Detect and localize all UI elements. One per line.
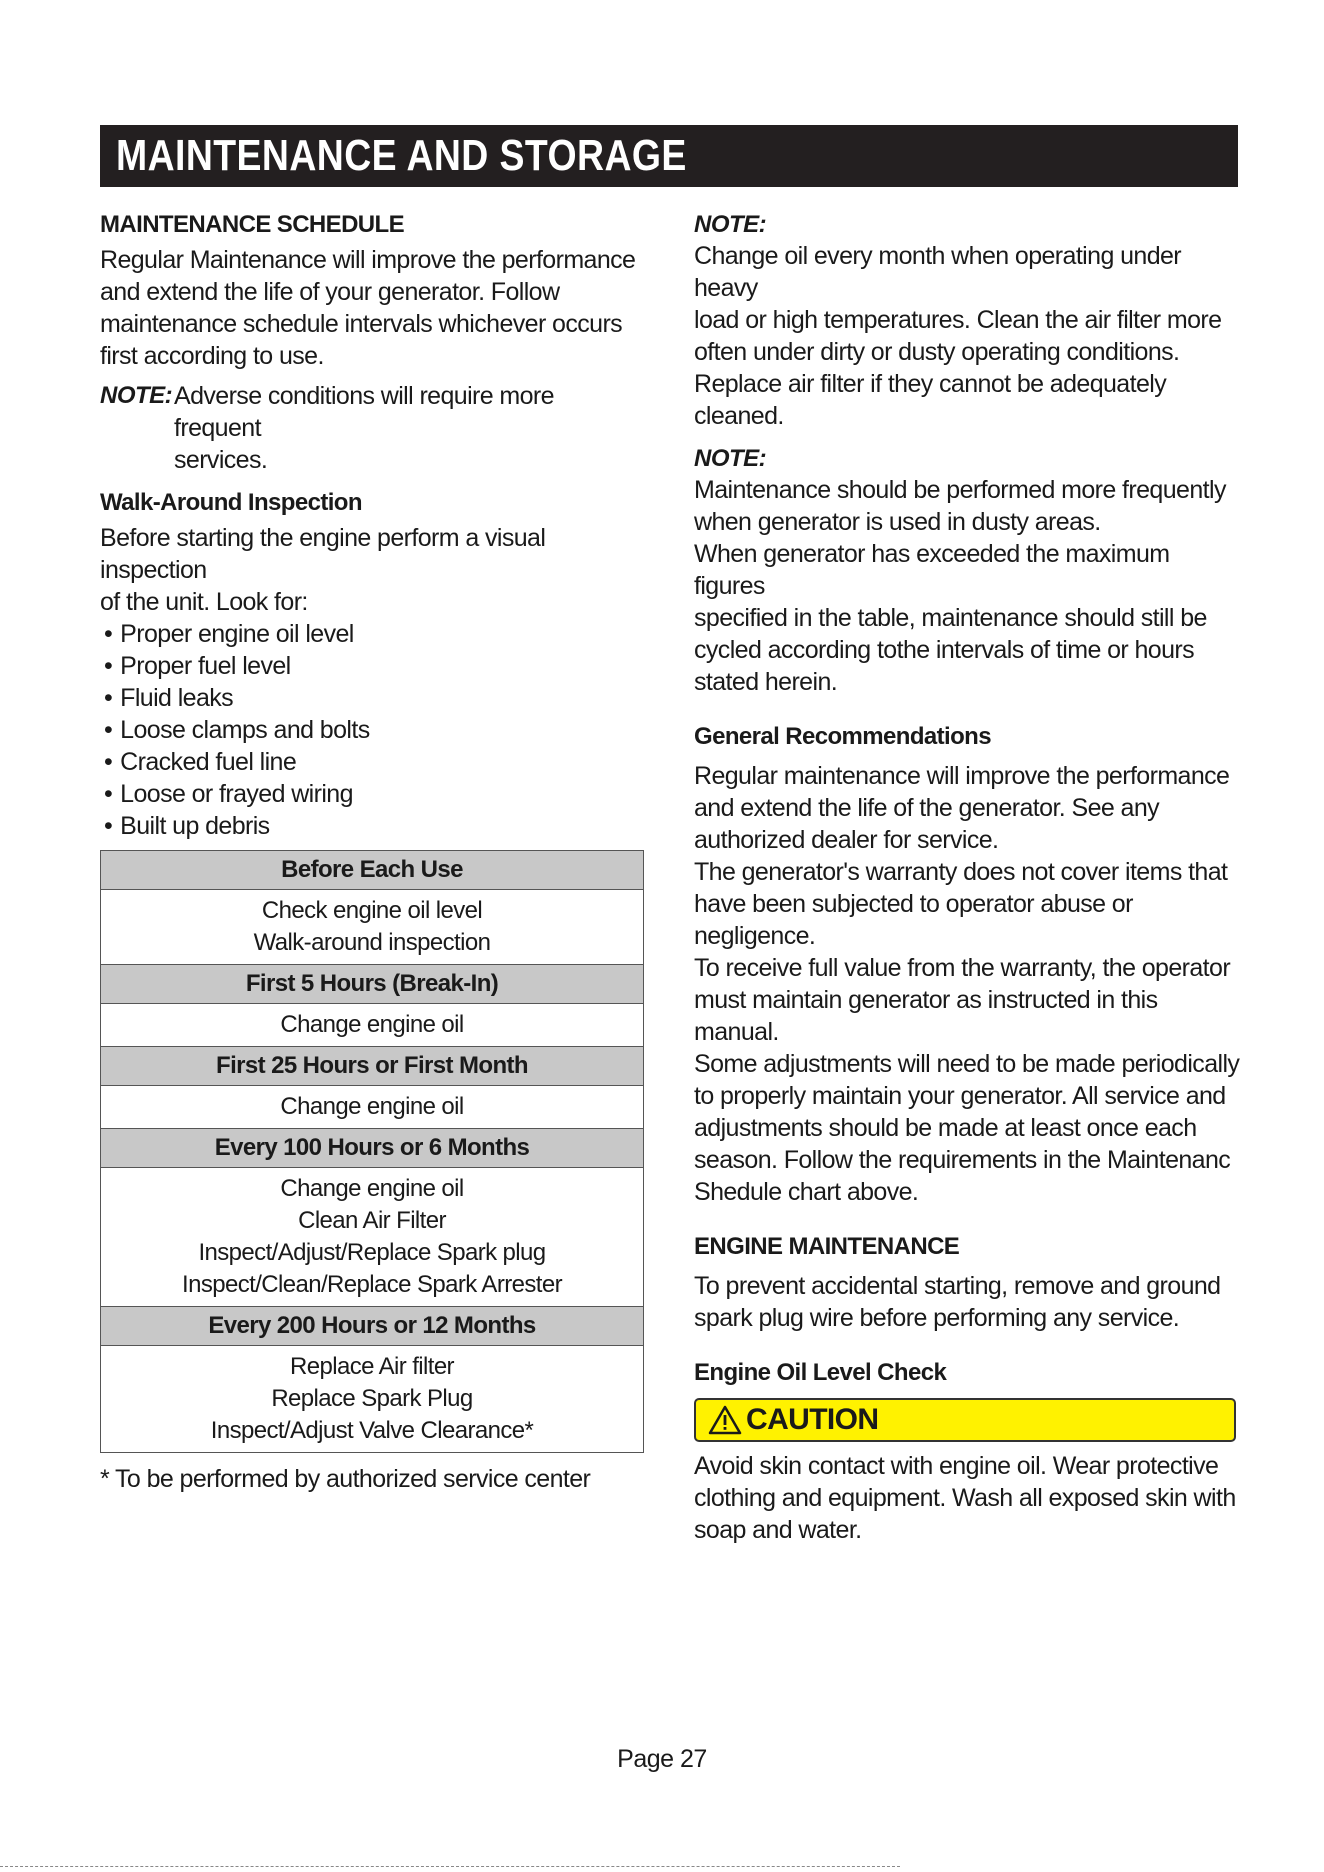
caution-banner: [694, 1398, 1236, 1442]
schedule-task: Inspect/Clean/Replace Spark Arrester: [182, 1271, 562, 1298]
schedule-tasks-cell: [101, 1004, 644, 1047]
note-label: NOTE:: [694, 445, 767, 472]
note-body: [174, 380, 645, 476]
right-column: [694, 210, 1242, 1546]
note-line: Change oil every month when operating under heavy: [694, 242, 1182, 302]
warning-triangle-icon: [708, 1405, 742, 1435]
schedule-task: Inspect/Adjust/Replace Spark plug: [198, 1239, 546, 1266]
body-line: The generator's warranty does not cover items that: [694, 858, 1228, 886]
table-footnote: * To be performed by authorized service center: [100, 1465, 591, 1493]
note-line: load or high temperatures. Clean the air filter more: [694, 306, 1222, 334]
schedule-intro-line: maintenance schedule intervals whichever occurs: [100, 310, 623, 338]
body-line: To receive full value from the warranty, the operator: [694, 954, 1231, 982]
schedule-task: Replace Spark Plug: [271, 1385, 473, 1412]
walk-around-intro: [100, 522, 645, 618]
body-line: spark plug wire before performing any service.: [694, 1304, 1180, 1332]
adverse-conditions-note: [100, 380, 645, 476]
body-line: season. Follow the requirements in the Maintenanc: [694, 1146, 1231, 1174]
checklist-item: • Proper fuel level: [100, 650, 645, 682]
body-line: must maintain generator as instructed in this manual.: [694, 986, 1158, 1046]
body-line: to properly maintain your generator. All service and: [694, 1082, 1226, 1110]
maintenance-schedule-heading: MAINTENANCE SCHEDULE: [100, 211, 405, 238]
note-line: stated herein.: [694, 668, 838, 696]
schedule-tasks-cell: [101, 1346, 644, 1453]
body-line: clothing and equipment. Wash all exposed skin with: [694, 1484, 1236, 1512]
engine-oil-level-check-heading: Engine Oil Level Check: [694, 1359, 947, 1386]
note-line: when generator is used in dusty areas.: [694, 508, 1101, 536]
page-number: Page 27: [617, 1745, 707, 1773]
note-line: When generator has exceeded the maximum figures: [694, 540, 1170, 600]
general-recommendations-heading: General Recommendations: [694, 723, 991, 750]
note-line: cycled according tothe intervals of time or hours: [694, 636, 1195, 664]
oil-change-note: [694, 240, 1242, 432]
body-line: To prevent accidental starting, remove and ground: [694, 1272, 1221, 1300]
schedule-interval-header: Before Each Use: [101, 851, 644, 890]
schedule-intro-line: and extend the life of your generator. Follow: [100, 278, 560, 306]
checklist-item: • Loose clamps and bolts: [100, 714, 645, 746]
note-line: Replace air filter if they cannot be adequately cleaned.: [694, 370, 1167, 430]
body-line: soap and water.: [694, 1516, 862, 1544]
schedule-task: Check engine oil level: [261, 897, 483, 924]
note-line: Adverse conditions will require more frequent: [174, 382, 554, 442]
walk-around-heading: Walk-Around Inspection: [100, 489, 362, 516]
divider: [0, 1866, 900, 1868]
schedule-task: Clean Air Filter: [298, 1207, 446, 1234]
note-label: NOTE:: [100, 382, 173, 409]
schedule-tasks-cell: [101, 890, 644, 965]
general-recommendations-body: [694, 760, 1242, 1208]
schedule-task: Inspect/Adjust Valve Clearance*: [210, 1417, 534, 1444]
body-line: Some adjustments will need to be made periodically: [694, 1050, 1240, 1078]
engine-maintenance-body: [694, 1270, 1242, 1334]
engine-maintenance-heading: ENGINE MAINTENANCE: [694, 1233, 960, 1260]
schedule-tasks-cell: [101, 1086, 644, 1129]
note-line: often under dirty or dusty operating conditions.: [694, 338, 1180, 366]
left-column: [100, 210, 645, 1495]
walk-around-checklist: [100, 618, 645, 842]
maintenance-schedule-table: [100, 850, 644, 1453]
schedule-task: Walk-around inspection: [253, 929, 491, 956]
checklist-item: • Cracked fuel line: [100, 746, 645, 778]
body-line: adjustments should be made at least once each: [694, 1114, 1197, 1142]
checklist-item: • Built up debris: [100, 810, 645, 842]
checklist-item: • Loose or frayed wiring: [100, 778, 645, 810]
checklist-item: • Proper engine oil level: [100, 618, 645, 650]
schedule-intro-line: Regular Maintenance will improve the performance: [100, 246, 636, 274]
dusty-areas-note: [694, 474, 1242, 698]
note-line: services.: [174, 446, 268, 474]
checklist-item: • Fluid leaks: [100, 682, 645, 714]
caution-body: [694, 1450, 1242, 1546]
body-line: authorized dealer for service.: [694, 826, 999, 854]
body-line: have been subjected to operator abuse or negligence.: [694, 890, 1133, 950]
schedule-interval-header: First 5 Hours (Break-In): [101, 965, 644, 1004]
caution-label: CAUTION: [746, 1403, 879, 1436]
schedule-intro: [100, 244, 645, 372]
schedule-tasks-cell: [101, 1168, 644, 1307]
schedule-task: Replace Air filter: [290, 1353, 454, 1380]
schedule-intro-line: first according to use.: [100, 342, 324, 370]
note-line: Maintenance should be performed more frequently: [694, 476, 1226, 504]
schedule-interval-header: First 25 Hours or First Month: [101, 1047, 644, 1086]
walk-intro-line: of the unit. Look for:: [100, 588, 308, 616]
body-line: Avoid skin contact with engine oil. Wear protective: [694, 1452, 1219, 1480]
note-label: NOTE:: [694, 211, 767, 238]
note-line: specified in the table, maintenance should still be: [694, 604, 1207, 632]
schedule-interval-header: Every 100 Hours or 6 Months: [101, 1129, 644, 1168]
body-line: and extend the life of the generator. See any: [694, 794, 1160, 822]
schedule-task: Change engine oil: [280, 1093, 464, 1120]
page-title: MAINTENANCE AND STORAGE: [116, 131, 687, 180]
schedule-task: Change engine oil: [280, 1011, 464, 1038]
body-line: Shedule chart above.: [694, 1178, 919, 1206]
walk-intro-line: Before starting the engine perform a visual inspection: [100, 524, 546, 584]
schedule-interval-header: Every 200 Hours or 12 Months: [101, 1307, 644, 1346]
section-title-bar: [100, 125, 1238, 187]
body-line: Regular maintenance will improve the performance: [694, 762, 1230, 790]
schedule-task: Change engine oil: [280, 1175, 464, 1202]
